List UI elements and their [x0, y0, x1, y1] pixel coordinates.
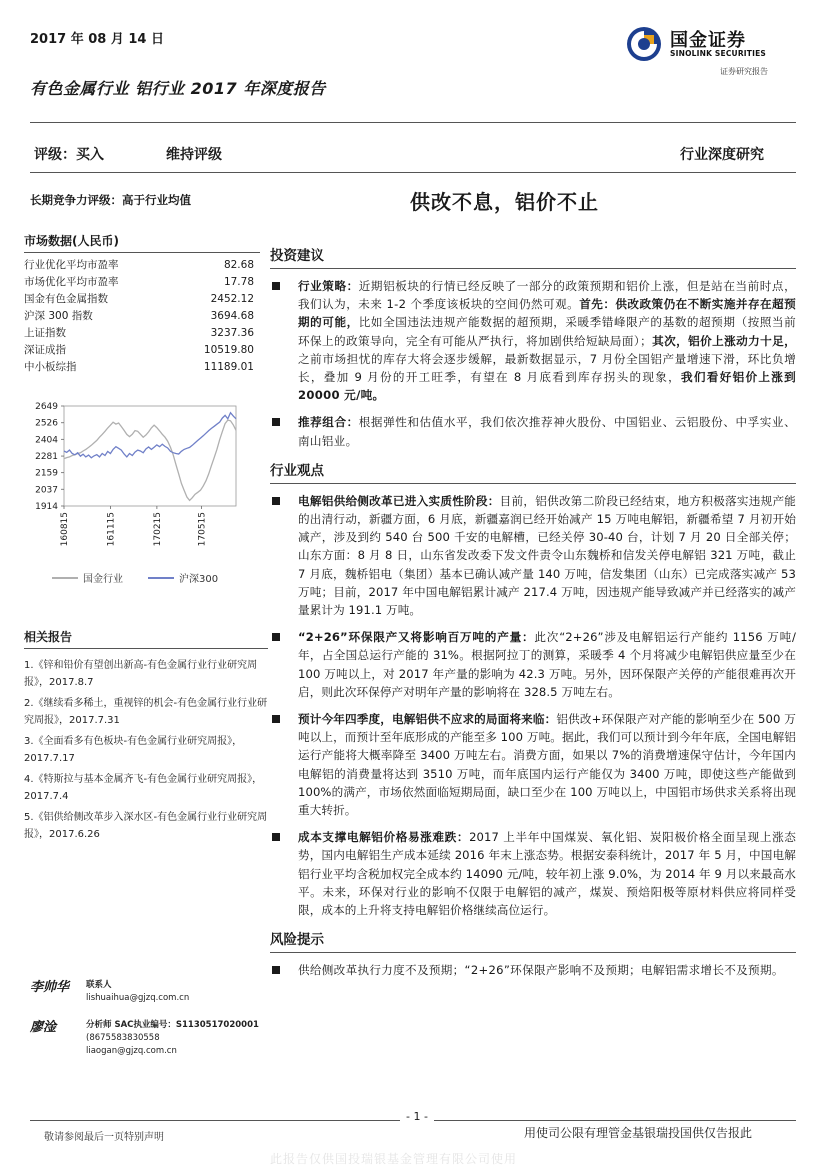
analyst-info [86, 1019, 259, 1058]
related-report-item[interactable]: 5.《铝供给侧改革步入深水区-有色金属行业行业研究周报》，2017.6.26 [24, 812, 268, 840]
analyst-phone: (8675583830558 [86, 1033, 160, 1043]
watermark: 此报告仅供国投瑞银基金管理有限公司使用 [270, 1152, 518, 1166]
logo-en-text: SINOLINK SECURITIES [670, 49, 767, 58]
view-point-1 [270, 492, 796, 619]
legend-label-hs300: 沪深300 [179, 574, 219, 585]
view-point-3-lead: 预计今年四季度，电解铝供不应求的局面将来临： [298, 712, 557, 727]
view-point-4-text [298, 828, 796, 919]
y-tick-label: 2159 [35, 468, 58, 479]
header-divider [30, 122, 796, 123]
market-data-value: 3237.36 [210, 327, 254, 339]
analyst-li [24, 976, 274, 1016]
index-chart-svg [20, 392, 246, 568]
report-title: 有色金属行业 铝行业 2017 年深度报告 [30, 79, 326, 98]
market-data-row [24, 342, 260, 359]
related-reports-title: 相关报告 [24, 628, 268, 649]
invest-strategy-lead: 行业策略： [298, 279, 359, 293]
view-point-3 [270, 710, 796, 819]
view-point-1-body: 目前，铝供改第二阶段已经结束，地方积极落实违规产能的出清行动，新疆方面，6 月底，新疆嘉润已经开始减产 15 万吨电解铝，新疆希望 7 月初开始减产，涉及到约 540 台 500 千安的电解槽，已经关停 30-40 台，计划 7 月 20 日全部关停；山东方面：8 月 8 日，山东省发改委下发文件责令山东魏桥和信发关停电解铝 321 万吨，截止 7 月底，魏桥铝电（集团）基本已确认减产量 140 万吨，信发集团（山东）已完成落实减产 53 万吨；目前，2017 年中国电解铝累计减产 217.4 万吨，因违规产能导致减产并已经落实的减产量累计为 191.1 万吨。 [298, 493, 796, 618]
view-point-1-lead: 电解铝供给侧改革已进入实质性阶段： [298, 493, 500, 508]
view-point-2-text [298, 628, 796, 701]
invest-strategy-bold-1: 首先：供改政策仍在不断实施并存在超预期的可能， [298, 297, 796, 330]
market-data-label: 国金有色金属指数 [24, 293, 108, 305]
invest-strategy-text-1: 近期铝板块的行情已经反映了一部分的政策预期和铝价上涨，但是站在当前时点，我们认为，未来 1-2 个季度该板块的空间仍然可观。 [298, 279, 796, 312]
risk-point [270, 961, 796, 979]
y-tick-label: 2037 [35, 485, 58, 496]
market-data-value: 11189.01 [203, 361, 254, 373]
analyst-name: 李帅华 [30, 980, 70, 995]
market-data-label: 行业优化平均市盈率 [24, 259, 119, 271]
market-data-panel [24, 232, 260, 376]
y-tick-label: 1914 [35, 502, 58, 512]
analyst-email[interactable]: liaogan@gjzq.com.cn [86, 1046, 177, 1056]
analyst-liao [24, 1016, 274, 1066]
y-tick-label: 2526 [35, 418, 58, 429]
series-line-industry [64, 420, 236, 500]
market-data-row [24, 325, 260, 342]
y-tick-label: 2281 [35, 452, 58, 463]
x-tick-label: 170515 [197, 512, 208, 547]
market-data-table [24, 257, 260, 376]
market-data-label: 沪深 300 指数 [24, 310, 93, 322]
market-data-value: 3694.68 [210, 310, 254, 322]
market-data-value: 2452.12 [210, 293, 254, 305]
view-point-2 [270, 628, 796, 701]
invest-portfolio-text [298, 413, 796, 449]
analyst-name: 廖淦 [30, 1020, 57, 1035]
sinolink-logo [626, 24, 796, 80]
invest-portfolio-body: 根据弹性和估值水平，我们依次推荐神火股份、中国铝业、云铝股份、中孚实业、南山铝业。 [298, 415, 796, 448]
invest-strategy-text [298, 277, 796, 404]
related-report-item[interactable]: 3.《全面看多有色板块-有色金属行业研究周报》，2017.7.17 [24, 736, 243, 764]
market-data-row [24, 359, 260, 376]
analyst-email[interactable]: lishuaihua@gjzq.com.cn [86, 993, 190, 1003]
rating-maintain: 维持评级 [166, 147, 222, 163]
related-report-item[interactable]: 2.《继续看多稀土，重视锌的机会-有色金属行业行业研究周报》，2017.7.31 [24, 698, 268, 726]
market-data-row [24, 308, 260, 325]
view-point-2-lead: “2+26”环保限产又将影响百万吨的产量： [298, 630, 535, 645]
view-point-3-text [298, 710, 796, 819]
report-date: 2017 年 08 月 14 日 [30, 32, 164, 47]
logo-cn-text: 国金证券 [670, 30, 746, 51]
chart-legend [52, 570, 242, 584]
related-report-item[interactable]: 4.《特斯拉与基本金属齐飞-有色金属行业研究周报》，2017.7.4 [24, 774, 263, 802]
view-point-4-lead: 成本支撑电解铝价格易涨难跌： [298, 830, 470, 845]
market-data-row [24, 257, 260, 274]
bullet-icon [272, 633, 280, 641]
legend-item-hs300 [148, 570, 218, 585]
view-point-4-body: 2017 上半年中国煤炭、氧化铝、炭阳极价格全面呈现上涨态势，国内电解铝生产成本延续 2016 年末上涨态势。根据安泰科统计，2017 年 5 月，中国电解铝行业平均含税加权完全成本约 14090 元/吨，较年初上涨 9.0%，为 2014 年 9 月以来最高水平。未来，环保对行业的影响不仅限于电解铝的减产，煤炭、预焙阳极等原材料供应将同样受限，成本的上升将支持电解铝价格继续高位运行。 [298, 830, 796, 918]
market-data-label: 市场优化平均市盈率 [24, 276, 119, 288]
market-data-label: 上证指数 [24, 327, 66, 339]
risk-section-title: 风险提示 [270, 928, 796, 953]
main-title: 供改不息，铝价不止 [410, 190, 599, 214]
related-reports [24, 628, 268, 847]
invest-strategy-text-3: 之前市场担忧的库存大将会逐步缓解，最新数据显示，7 月份全国铝产量增速下滑，环比负增长，叠加 9 月份的开工旺季，有望在 8 月底看到库存拐头的现象， [298, 351, 796, 385]
view-point-4 [270, 828, 796, 919]
invest-section-title: 投资建议 [270, 244, 796, 269]
x-tick-label: 170215 [152, 512, 163, 547]
long-term-rating: 长期竞争力评级：高于行业均值 [30, 193, 191, 207]
footer-disclaimer: 敬请参阅最后一页特别声明 [44, 1132, 164, 1143]
page-number: - 1 - [400, 1110, 434, 1123]
report-type: 行业深度研究 [680, 147, 764, 163]
footer-notice: 用使司公限有理管金基银瑞投国供仅告报此 [524, 1126, 753, 1140]
x-tick-label: 161115 [106, 512, 117, 547]
market-data-label: 中小板综指 [24, 361, 77, 373]
invest-portfolio [270, 413, 796, 449]
rating-divider [30, 172, 796, 173]
bullet-icon [272, 497, 280, 505]
legend-label-industry: 国金行业 [83, 574, 123, 585]
sinolink-logo-icon [626, 26, 662, 62]
rating: 评级：买入 [34, 147, 104, 163]
market-data-label: 深证成指 [24, 344, 66, 356]
main-content [270, 244, 796, 989]
analyst-role: 分析师 SAC执业编号：S1130517020001 [86, 1020, 259, 1030]
legend-swatch-industry [52, 577, 78, 579]
market-data-row [24, 274, 260, 291]
view-section-title: 行业观点 [270, 459, 796, 484]
bullet-icon [272, 715, 280, 723]
related-report-item[interactable]: 1.《锌和铅价有望创出新高-有色金属行业行业研究周报》，2017.8.7 [24, 660, 258, 688]
analyst-info [86, 979, 189, 1005]
invest-strategy-bold-2: 其次，铝价上涨动力十足， [652, 333, 797, 348]
invest-portfolio-lead: 推荐组合： [298, 415, 359, 430]
risk-text: 供给侧改革执行力度不及预期；“2+26”环保限产影响不及预期；电解铝需求增长不及预期。 [298, 963, 784, 978]
bullet-icon [272, 966, 280, 974]
invest-strategy-text-2: 比如全国违法违规产能数据的超预期，采暖季错峰限产的基数的超预期（按照当前环保上的政策导向，完全有可能从严执行，将加剧供给短缺局面）； [298, 315, 796, 348]
logo-subtitle: 证券研究报告 [720, 67, 768, 76]
market-data-value: 17.78 [223, 276, 254, 288]
invest-strategy-bold-3: 我们看好铝价上涨到 20000 元/吨。 [298, 370, 796, 403]
legend-item-industry [52, 570, 123, 585]
market-data-value: 10519.80 [203, 344, 254, 356]
bullet-icon [272, 833, 280, 841]
y-tick-label: 2649 [35, 402, 58, 412]
bullet-icon [272, 418, 280, 426]
view-point-1-text [298, 492, 796, 619]
series-line-hs300 [64, 413, 236, 458]
market-data-row [24, 291, 260, 308]
market-data-value: 82.68 [223, 259, 254, 271]
bullet-icon [272, 282, 280, 290]
view-point-3-body: 铝供改+环保限产对产能的影响至少在 500 万吨以上，而预计至年底形成的产能至多 100 万吨。据此，我们可以预计到今年年底，全国电解铝运行产能将大概率降至 3400 万吨左右。消费方面，如果以 7%的消费增速保守估计，今年国内电解铝的消费量将达到 3510 万吨，而年底国内运行产能仅为 3400 万吨，即使这些产能做到 100%的满产，市场依然面临短期局面，缺口至少在 100 万吨以上，中国铝市场供求关系将出现重大转折。 [298, 712, 796, 818]
y-tick-label: 2404 [35, 435, 58, 446]
legend-swatch-hs300 [148, 577, 174, 579]
x-tick-label: 160815 [60, 512, 70, 547]
market-data-title: 市场数据(人民币) [24, 232, 260, 253]
view-point-2-body: 此次“2+26”涉及电解铝运行产能约 1156 万吨/年，占全国总运行产能的 31%。根据阿拉丁的测算，采暖季 4 个月将减少电解铝供应量至少在 100 万吨以上，对 2017 年产量的影响为 42.3 万吨。另外，因环保限产关停的产能很难再次开启，则此次环保停产对明年产量的影响将在 328.5 万吨左右。 [298, 630, 796, 699]
invest-strategy [270, 277, 796, 404]
analyst-role: 联系人 [86, 980, 112, 990]
